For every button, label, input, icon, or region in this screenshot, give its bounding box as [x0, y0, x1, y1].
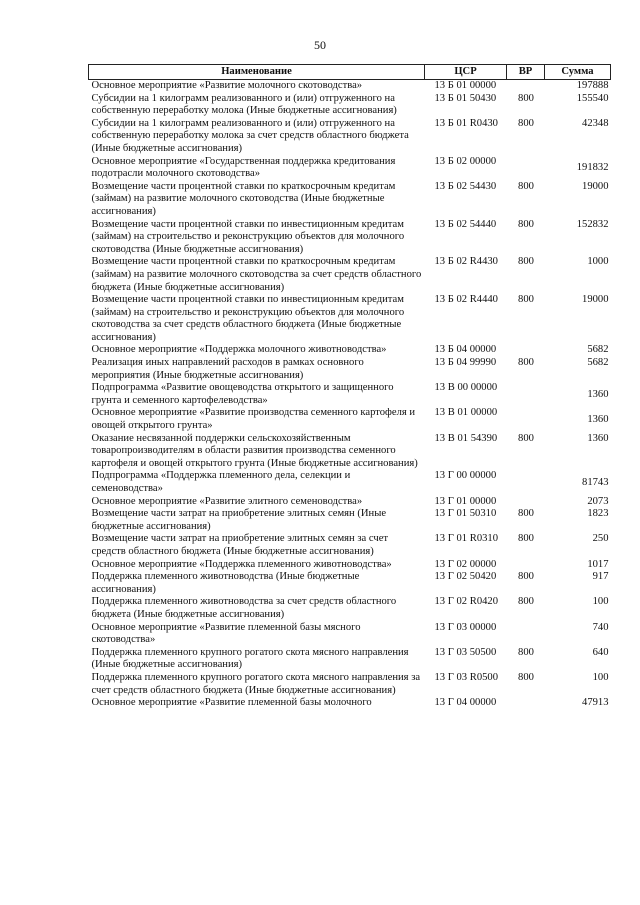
row-vr-cell: 800	[518, 180, 534, 192]
row-sum-cell: 1360	[587, 432, 609, 444]
table-row	[89, 118, 611, 156]
row-vr-cell	[507, 156, 545, 181]
header-vr: ВР	[507, 65, 545, 80]
row-vr-cell: 800	[518, 671, 534, 683]
row-name-cell: Поддержка племенного крупного рогатого скота мясного направления (Иные бюджетные ассигнования)	[91, 646, 409, 671]
row-sum-cell: 47913	[582, 697, 609, 709]
table-row	[89, 344, 611, 357]
row-vr-cell: 800	[518, 508, 534, 520]
header-sum: Сумма	[545, 65, 611, 80]
row-sum-cell: 100	[592, 671, 609, 683]
row-sum-cell: 155540	[576, 92, 609, 104]
table-row	[89, 622, 611, 647]
row-name-cell: Основное мероприятие «Развитие племенной базы молочного	[91, 697, 372, 709]
table-row	[89, 470, 611, 495]
table-row	[89, 219, 611, 257]
table-row	[89, 93, 611, 118]
row-vr-cell	[507, 697, 545, 710]
row-name-cell: Основное мероприятие «Развитие молочного скотоводства»	[91, 80, 363, 91]
row-name-cell: Возмещение части затрат на приобретение элитных семян (Иные бюджетные ассигнования)	[91, 508, 387, 532]
row-name-cell: Основное мероприятие «Поддержка племенного животноводства»	[91, 558, 392, 570]
table-row	[89, 181, 611, 219]
row-csr-cell: 13 Г 03 50500	[434, 646, 497, 658]
table-row	[89, 559, 611, 572]
row-vr-cell: 800	[518, 596, 534, 608]
row-name-cell: Реализация иных направлений расходов в рамках основного мероприятия (Иные бюджетные ассигнования)	[91, 357, 364, 381]
row-csr-cell: 13 Г 04 00000	[434, 697, 497, 709]
row-csr-cell: 13 Г 02 50420	[434, 571, 497, 583]
table-row	[89, 508, 611, 533]
table-row	[89, 496, 611, 509]
row-sum-cell: 640	[592, 646, 609, 658]
row-sum-cell: 42348	[582, 117, 609, 129]
row-csr-cell: 13 Б 02 54430	[434, 180, 497, 192]
row-vr-cell	[507, 382, 545, 407]
table-row	[89, 697, 611, 710]
row-vr-cell: 800	[518, 432, 534, 444]
row-vr-cell: 800	[518, 117, 534, 129]
row-name-cell: Подпрограмма «Развитие овощеводства открытого и защищенного грунта и семенного картофелеводства»	[91, 382, 394, 406]
row-name-cell: Поддержка племенного животноводства за счет средств областного бюджета (Иные бюджетные ассигнования)	[91, 596, 397, 620]
row-name-cell: Основное мероприятие «Государственная поддержка кредитования подотрасли молочного скотоводства»	[91, 155, 396, 180]
row-vr-cell	[507, 559, 545, 572]
table-row	[89, 672, 611, 697]
row-sum-cell: 19000	[582, 180, 609, 192]
row-vr-cell: 800	[518, 294, 534, 306]
row-name-cell: Основное мероприятие «Развитие производства семенного картофеля и овощей открытого грунта»	[91, 407, 416, 432]
row-csr-cell: 13 Г 00 00000	[434, 470, 497, 482]
row-sum-cell: 1360	[587, 413, 609, 425]
row-name-cell: Оказание несвязанной поддержки сельскохозяйственным товаропроизводителям в области развития производства семенного картофеля и овощей открытого грунта (Иные бюджетные ассигнования)	[91, 432, 418, 469]
row-name-cell: Поддержка племенного животноводства (Иные бюджетные ассигнования)	[91, 571, 360, 595]
budget-table	[88, 64, 611, 710]
page-number: 50	[314, 38, 326, 52]
row-name-cell: Субсидии на 1 килограмм реализованного и (или) отгруженного на собственную переработку молока (Иные бюджетные ассигнования)	[91, 92, 397, 117]
header-name: Наименование	[89, 65, 425, 80]
header-csr: ЦСР	[425, 65, 507, 80]
row-name-cell: Поддержка племенного крупного рогатого скота мясного направления за счет средств областного бюджета (Иные бюджетные ассигнования)	[91, 671, 421, 696]
row-sum-cell: 1000	[587, 256, 609, 268]
row-sum-cell: 19000	[582, 294, 609, 306]
table-row	[89, 533, 611, 558]
table-row	[89, 647, 611, 672]
row-vr-cell: 800	[518, 533, 534, 545]
row-name-cell: Возмещение части процентной ставки по краткосрочным кредитам (займам) на развитие молочного скотоводства за счет средств областного бюджета (Иные бюджетные ассигнования)	[91, 256, 422, 293]
row-csr-cell: 13 Б 02 R4440	[434, 294, 498, 306]
row-name-cell: Основное мероприятие «Развитие племенной базы мясного скотоводства»	[91, 621, 361, 646]
row-name-cell: Подпрограмма «Поддержка племенного дела, селекции и семеноводства»	[91, 470, 351, 494]
row-vr-cell: 800	[518, 646, 534, 658]
row-sum-cell: 2073	[587, 495, 609, 507]
table-row	[89, 596, 611, 621]
row-csr-cell: 13 Б 04 99990	[434, 357, 497, 369]
row-sum-cell: 5682	[587, 357, 609, 369]
table-row	[89, 407, 611, 432]
table-row	[89, 156, 611, 181]
row-sum-cell: 100	[592, 596, 609, 608]
row-csr-cell: 13 Б 02 00000	[434, 155, 497, 167]
row-sum-cell: 81743	[582, 476, 609, 488]
row-csr-cell: 13 Б 01 00000	[434, 80, 497, 91]
row-sum-cell: 1823	[587, 508, 609, 520]
row-sum-cell: 5682	[587, 344, 609, 356]
row-name-cell: Основное мероприятие «Поддержка молочного животноводства»	[91, 344, 387, 356]
row-vr-cell: 800	[518, 571, 534, 583]
table-header-row	[89, 65, 611, 80]
row-name-cell: Возмещение части процентной ставки по инвестиционным кредитам (займам) на строительство и реконструкцию объектов для молочного скотоводства за счет средств областного бюджета (Иные бюджетные ассигнования)	[91, 294, 405, 343]
row-csr-cell: 13 Г 01 R0310	[434, 533, 499, 545]
row-sum-cell: 1017	[587, 558, 609, 570]
row-name-cell: Возмещение части затрат на приобретение элитных семян за счет средств областного бюджета (Иные бюджетные ассигнования)	[91, 533, 389, 557]
row-csr-cell: 13 Г 03 R0500	[434, 671, 499, 683]
row-csr-cell: 13 В 01 00000	[434, 407, 498, 419]
row-sum-cell: 197888	[576, 80, 609, 91]
row-csr-cell: 13 Г 03 00000	[434, 621, 497, 633]
row-vr-cell	[507, 496, 545, 509]
row-csr-cell: 13 Г 02 00000	[434, 558, 497, 570]
row-sum-cell: 1360	[587, 388, 609, 400]
row-csr-cell: 13 В 00 00000	[434, 382, 498, 394]
row-sum-cell: 740	[592, 621, 609, 633]
table-row	[89, 294, 611, 344]
row-csr-cell: 13 Б 04 00000	[434, 344, 497, 356]
table-row	[89, 256, 611, 294]
row-sum-cell: 191832	[576, 161, 609, 173]
row-vr-cell: 800	[518, 357, 534, 369]
row-sum-cell: 152832	[576, 218, 609, 230]
row-name-cell: Возмещение части процентной ставки по инвестиционным кредитам (займам) на строительство и реконструкцию объектов для молочного скотоводства (Иные бюджетные ассигнования)	[91, 218, 405, 255]
row-csr-cell: 13 Г 01 50310	[434, 508, 497, 520]
row-vr-cell	[507, 80, 545, 93]
row-csr-cell: 13 Б 01 50430	[434, 92, 497, 104]
row-csr-cell: 13 Б 02 54440	[434, 218, 497, 230]
row-vr-cell: 800	[518, 256, 534, 268]
table-row	[89, 357, 611, 382]
row-vr-cell	[507, 407, 545, 432]
table-row	[89, 433, 611, 471]
row-name-cell: Основное мероприятие «Развитие элитного семеноводства»	[91, 495, 363, 507]
row-csr-cell: 13 Г 01 00000	[434, 495, 497, 507]
row-sum-cell: 250	[592, 533, 609, 545]
row-name-cell: Субсидии на 1 килограмм реализованного и (или) отгруженного на собственную переработку молока за счет средств областного бюджета (Иные бюджетные ассигнования)	[91, 117, 409, 154]
row-vr-cell: 800	[518, 218, 534, 230]
row-csr-cell: 13 Б 01 R0430	[434, 117, 498, 129]
row-vr-cell	[507, 622, 545, 647]
row-csr-cell: 13 Б 02 R4430	[434, 256, 498, 268]
table-row	[89, 571, 611, 596]
row-csr-cell: 13 Г 02 R0420	[434, 596, 499, 608]
row-vr-cell: 800	[518, 92, 534, 104]
table-row	[89, 80, 611, 93]
row-name-cell: Возмещение части процентной ставки по краткосрочным кредитам (займам) на развитие молочного скотоводства (Иные бюджетные ассигнования)	[91, 180, 396, 217]
row-sum-cell: 917	[592, 571, 609, 583]
row-vr-cell	[507, 470, 545, 495]
row-vr-cell	[507, 344, 545, 357]
table-row	[89, 382, 611, 407]
row-csr-cell: 13 В 01 54390	[434, 432, 498, 444]
